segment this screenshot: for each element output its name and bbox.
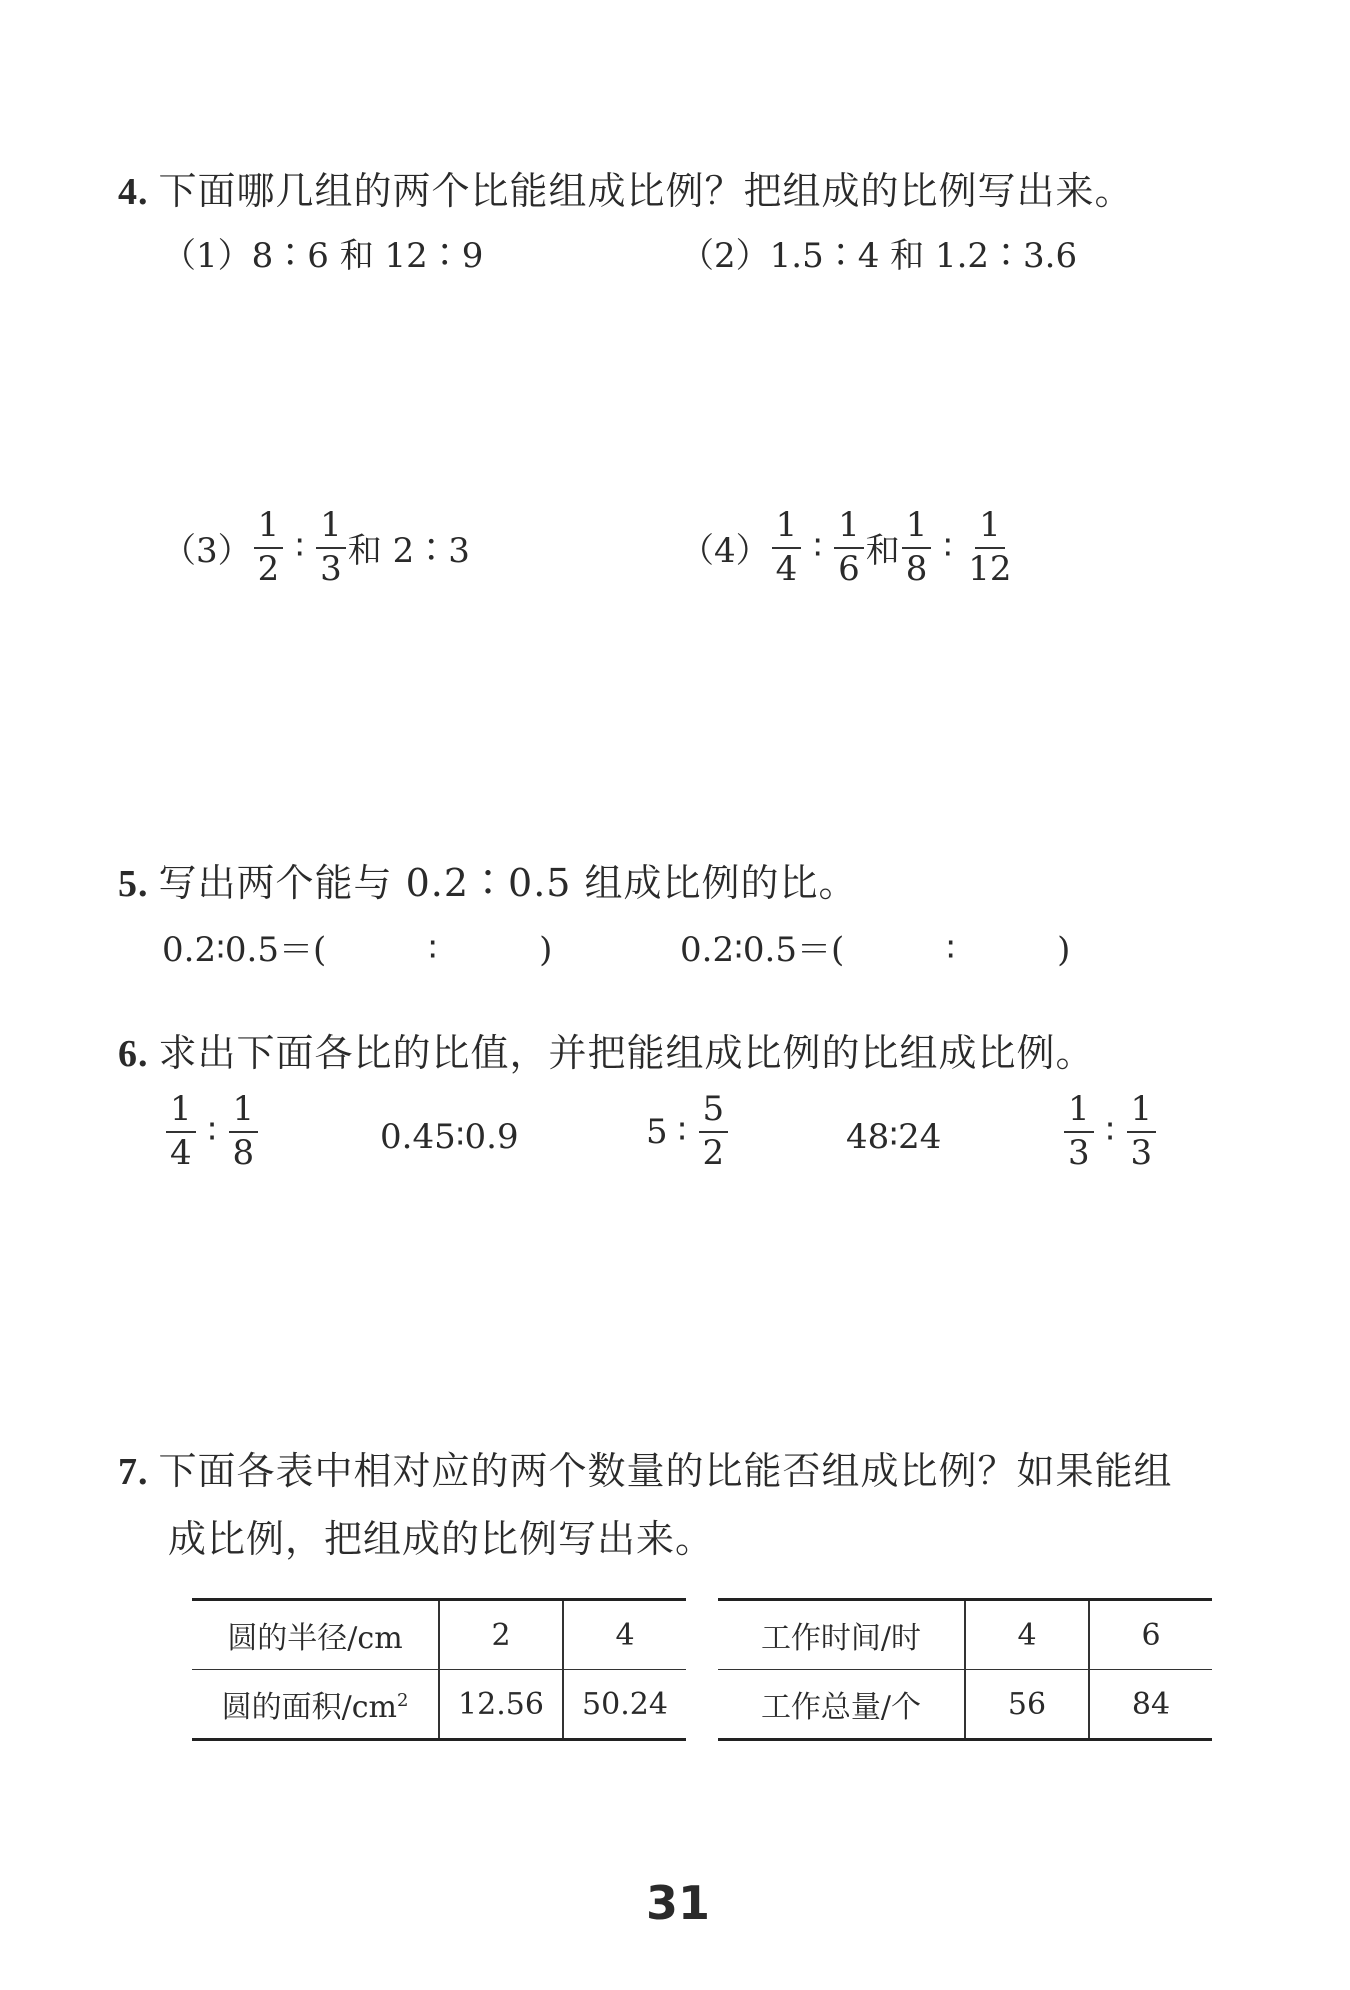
q6-expr2: 0.45∶0.9 <box>380 1117 519 1157</box>
table-cell: 圆的半径/cm <box>192 1600 439 1670</box>
fraction: $\frac{1}{2}$ <box>254 508 284 587</box>
q6-expr4: 48∶24 <box>846 1117 942 1157</box>
q7-number: 7. <box>118 1451 149 1493</box>
q4-item1: （1）8∶6 和 12∶9 <box>162 236 484 276</box>
q4-item2: （2）1.5∶4 和 1.2∶3.6 <box>680 236 1078 276</box>
fraction: $\frac{1}{3}$ <box>1064 1092 1094 1171</box>
q4-text: 下面哪几组的两个比能组成比例？把组成的比例写出来。 <box>158 169 1134 213</box>
table-cell: 4 <box>965 1600 1089 1670</box>
q4-item3-label: （3） <box>162 531 252 572</box>
q7-text-line2: 成比例，把组成的比例写出来。 <box>168 1517 715 1561</box>
table-cell: 工作总量/个 <box>718 1670 965 1740</box>
q4-number: 4. <box>118 171 149 213</box>
q7-title <box>118 1440 1173 1495</box>
q6-expr1: $\frac{1}{4}$ ∶ $\frac{1}{8}$ <box>164 1092 260 1171</box>
q5-blank1: 0.2∶0.5＝( ∶ ) <box>162 930 553 970</box>
table-row <box>718 1670 1212 1740</box>
fraction: $\frac{1}{4}$ <box>772 508 802 587</box>
circle-table <box>192 1598 686 1741</box>
table-cell: 2 <box>439 1600 563 1670</box>
q6-expr5: $\frac{1}{3}$ ∶ $\frac{1}{3}$ <box>1062 1092 1158 1171</box>
q6-number: 6. <box>118 1033 149 1075</box>
fraction: $\frac{1}{6}$ <box>834 508 864 587</box>
q4-title <box>118 160 1134 215</box>
q4-item3-tail: 和 2∶3 <box>347 531 470 572</box>
table-cell: 56 <box>965 1670 1089 1740</box>
fraction: $\frac{5}{2}$ <box>699 1092 729 1171</box>
work-table <box>718 1598 1212 1741</box>
table-cell: 工作时间/时 <box>718 1600 965 1670</box>
q6-text: 求出下面各比的比值，并把能组成比例的比组成比例。 <box>158 1031 1095 1075</box>
fraction: $\frac{1}{8}$ <box>902 508 932 587</box>
q5-title <box>118 852 858 907</box>
table-cell: 4 <box>563 1600 686 1670</box>
q6-expr3-a: 5 <box>646 1111 668 1152</box>
q4-item3: （3） $\frac{1}{2}$ ∶ $\frac{1}{3}$ 和 2∶3 <box>162 505 470 589</box>
q5-number: 5. <box>118 863 149 905</box>
table-cell: 12.56 <box>439 1670 563 1740</box>
table-cell: 50.24 <box>563 1670 686 1740</box>
q4-item4-label: （4） <box>680 531 770 572</box>
fraction: $\frac{1}{12}$ <box>968 505 1012 589</box>
q7-text-line1: 下面各表中相对应的两个数量的比能否组成比例？如果能组 <box>158 1449 1173 1493</box>
page-number: 31 <box>646 1876 711 1930</box>
fraction: $\frac{1}{8}$ <box>229 1092 259 1171</box>
q6-expr3: 5 ∶ $\frac{5}{2}$ <box>646 1092 730 1171</box>
q6-title <box>118 1022 1095 1077</box>
table-row <box>718 1600 1212 1670</box>
q5-blank2: 0.2∶0.5＝( ∶ ) <box>680 930 1071 970</box>
table-row <box>192 1670 686 1740</box>
fraction: $\frac{1}{4}$ <box>166 1092 196 1171</box>
q4-item4-mid: 和 <box>865 531 900 572</box>
table-row <box>192 1600 686 1670</box>
fraction: $\frac{1}{3}$ <box>1127 1092 1157 1171</box>
table-cell: 圆的面积$/cm^2$ <box>192 1670 439 1740</box>
table-cell: 84 <box>1089 1670 1212 1740</box>
table-cell: 6 <box>1089 1600 1212 1670</box>
q4-item4: （4） $\frac{1}{4}$ ∶ $\frac{1}{6}$ 和 $\frac{1}{8}$ ∶ $\frac{1}{12}$ <box>680 508 1018 587</box>
q5-text: 写出两个能与 0.2∶0.5 组成比例的比。 <box>158 861 858 905</box>
fraction: $\frac{1}{3}$ <box>316 508 346 587</box>
